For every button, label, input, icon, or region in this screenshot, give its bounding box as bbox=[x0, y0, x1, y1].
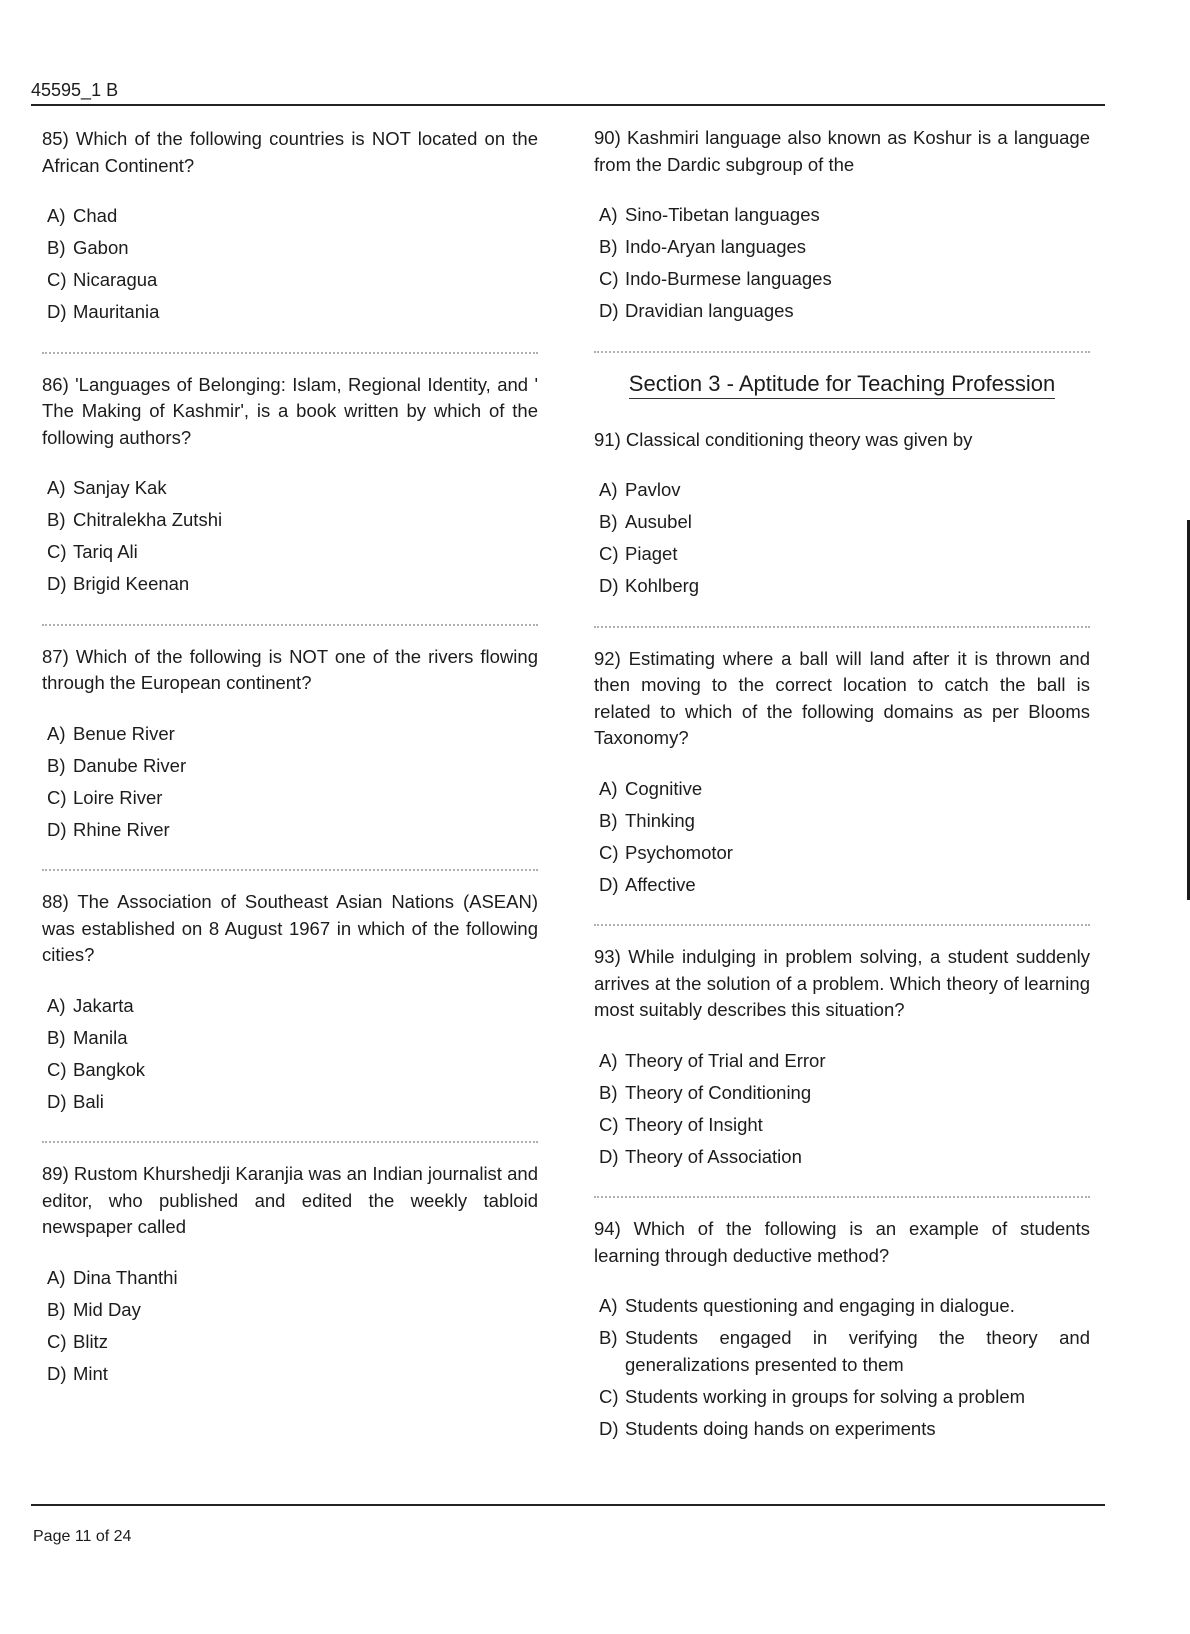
option-label: B) bbox=[599, 511, 618, 532]
question-divider bbox=[594, 924, 1090, 926]
question-divider bbox=[42, 352, 538, 354]
option-text: Rhine River bbox=[73, 818, 170, 840]
option-a bbox=[47, 1265, 538, 1292]
option-b bbox=[599, 1325, 1090, 1378]
header-rule bbox=[31, 104, 1105, 106]
option-text: Dina Thanthi bbox=[73, 1266, 178, 1288]
paper-code: 45595_1 B bbox=[31, 80, 119, 100]
question-stem: 86) 'Languages of Belonging: Islam, Regional Identity, and ' The Making of Kashmir', is a book written by which of the following authors? bbox=[42, 373, 538, 448]
option-a bbox=[599, 202, 1090, 229]
option-label: B) bbox=[47, 1298, 66, 1320]
option-c bbox=[47, 267, 538, 294]
option-text: Theory of Insight bbox=[625, 1113, 763, 1135]
option-text: Cognitive bbox=[625, 777, 703, 799]
question-divider bbox=[594, 351, 1090, 353]
option-label: C) bbox=[599, 841, 619, 863]
option-b bbox=[599, 1080, 1090, 1107]
option-b bbox=[599, 234, 1090, 261]
option-text: Chad bbox=[73, 205, 118, 226]
option-text: Affective bbox=[625, 873, 696, 895]
option-label: C) bbox=[47, 786, 67, 808]
option-label: D) bbox=[47, 1362, 67, 1384]
option-b bbox=[599, 808, 1090, 835]
option-text: Mint bbox=[73, 1362, 108, 1384]
option-text: Tariq Ali bbox=[73, 541, 138, 562]
option-c bbox=[599, 1112, 1090, 1139]
option-label: D) bbox=[599, 873, 619, 895]
option-label: A) bbox=[599, 204, 618, 225]
option-label: C) bbox=[599, 543, 619, 564]
question-stem: 94) Which of the following is an example of students learning through deductive method? bbox=[594, 1218, 1090, 1266]
option-d bbox=[599, 298, 1090, 325]
option-label: A) bbox=[599, 777, 618, 799]
option-a bbox=[47, 203, 538, 230]
page-number: Page 11 of 24 bbox=[33, 1528, 132, 1545]
option-label: C) bbox=[599, 1385, 619, 1407]
option-a bbox=[47, 993, 538, 1020]
option-label: A) bbox=[47, 994, 66, 1016]
option-label: C) bbox=[47, 269, 67, 290]
right-column bbox=[594, 125, 1090, 1448]
option-text: Manila bbox=[73, 1026, 128, 1048]
option-a bbox=[47, 721, 538, 748]
option-text: Mid Day bbox=[73, 1298, 141, 1320]
option-c bbox=[47, 539, 538, 566]
option-d bbox=[599, 872, 1090, 899]
option-c bbox=[47, 1329, 538, 1356]
option-label: B) bbox=[47, 1026, 66, 1048]
option-text: Jakarta bbox=[73, 994, 134, 1016]
option-label: D) bbox=[47, 573, 67, 594]
option-label: B) bbox=[47, 509, 66, 530]
option-label: D) bbox=[599, 1417, 619, 1439]
option-label: C) bbox=[599, 1113, 619, 1135]
option-text: Kohlberg bbox=[625, 575, 700, 596]
option-a bbox=[599, 1293, 1090, 1320]
option-label: B) bbox=[47, 237, 66, 258]
option-label: B) bbox=[599, 1081, 618, 1103]
question-85 bbox=[42, 126, 538, 326]
question-87 bbox=[42, 644, 538, 844]
option-text: Indo-Burmese languages bbox=[625, 268, 832, 289]
option-label: A) bbox=[47, 477, 66, 498]
question-89 bbox=[42, 1161, 538, 1387]
question-stem: 92) Estimating where a ball will land after it is thrown and then moving to the correct location to catch the ball is related to which of the following domains as per Blooms Taxonomy? bbox=[594, 647, 1090, 748]
option-text: Theory of Trial and Error bbox=[625, 1049, 826, 1071]
option-text: Bangkok bbox=[73, 1058, 145, 1080]
option-text: Theory of Conditioning bbox=[625, 1081, 812, 1103]
question-stem: 89) Rustom Khurshedji Karanjia was an Indian journalist and editor, who published and edited the weekly tabloid newspaper called bbox=[42, 1163, 538, 1237]
option-text: Benue River bbox=[73, 722, 175, 744]
option-c bbox=[599, 1384, 1090, 1411]
option-text: Danube River bbox=[73, 754, 187, 776]
question-stem: 90) Kashmiri language also known as Koshur is a language from the Dardic subgroup of the bbox=[594, 127, 1090, 175]
question-stem: 88) The Association of Southeast Asian Nations (ASEAN) was established on 8 August 1967 in which of the following cities? bbox=[42, 891, 538, 965]
option-text: Indo-Aryan languages bbox=[625, 236, 807, 257]
question-divider bbox=[594, 1196, 1090, 1198]
option-a bbox=[47, 475, 538, 502]
question-86 bbox=[42, 372, 538, 598]
option-label: B) bbox=[599, 236, 618, 257]
option-d bbox=[599, 573, 1090, 600]
option-d bbox=[47, 817, 538, 844]
option-text: Dravidian languages bbox=[625, 300, 794, 321]
question-divider bbox=[42, 624, 538, 626]
option-d bbox=[47, 299, 538, 326]
option-label: C) bbox=[47, 541, 67, 562]
option-text: Sino-Tibetan languages bbox=[625, 204, 820, 225]
question-stem: 87) Which of the following is NOT one of the rivers flowing through the European continent? bbox=[42, 645, 538, 693]
option-d bbox=[599, 1144, 1090, 1171]
option-b bbox=[47, 753, 538, 780]
option-d bbox=[47, 1089, 538, 1116]
option-label: A) bbox=[599, 1295, 618, 1316]
option-text: Psychomotor bbox=[625, 841, 733, 863]
option-b bbox=[47, 507, 538, 534]
option-label: D) bbox=[599, 1145, 619, 1167]
option-b bbox=[47, 1297, 538, 1324]
option-label: D) bbox=[47, 1090, 67, 1112]
question-stem: 85) Which of the following countries is NOT located on the African Continent? bbox=[42, 128, 538, 176]
option-d bbox=[47, 1361, 538, 1388]
option-text: Students doing hands on experiments bbox=[625, 1417, 936, 1439]
question-stem: 93) While indulging in problem solving, a student suddenly arrives at the solution of a problem. Which theory of learning most suitably describes this situation? bbox=[594, 946, 1090, 1020]
option-c bbox=[599, 266, 1090, 293]
option-text: Gabon bbox=[73, 237, 129, 258]
option-label: D) bbox=[47, 818, 67, 840]
question-90 bbox=[594, 125, 1090, 325]
option-a bbox=[599, 776, 1090, 803]
option-a bbox=[599, 1048, 1090, 1075]
question-92 bbox=[594, 646, 1090, 899]
option-label: C) bbox=[599, 268, 619, 289]
option-label: B) bbox=[47, 754, 66, 776]
option-text: Theory of Association bbox=[625, 1145, 802, 1167]
option-text: Blitz bbox=[73, 1330, 108, 1352]
option-text: Thinking bbox=[625, 809, 695, 831]
option-label: A) bbox=[599, 479, 618, 500]
question-divider bbox=[594, 626, 1090, 628]
option-label: A) bbox=[47, 205, 66, 226]
option-text: Students engaged in verifying the theory and generalizations presented to them bbox=[625, 1327, 1090, 1375]
option-label: B) bbox=[599, 1327, 618, 1348]
option-text: Chitralekha Zutshi bbox=[73, 509, 223, 530]
option-label: C) bbox=[47, 1058, 67, 1080]
option-label: B) bbox=[599, 809, 618, 831]
footer-rule bbox=[31, 1504, 1105, 1506]
option-text: Sanjay Kak bbox=[73, 477, 167, 498]
option-label: D) bbox=[47, 301, 67, 322]
option-label: C) bbox=[47, 1330, 67, 1352]
option-d bbox=[599, 1416, 1090, 1443]
question-91 bbox=[594, 427, 1090, 600]
option-text: Piaget bbox=[625, 543, 678, 564]
option-text: Brigid Keenan bbox=[73, 573, 190, 594]
question-88 bbox=[42, 889, 538, 1115]
option-label: A) bbox=[47, 722, 66, 744]
option-text: Students working in groups for solving a problem bbox=[625, 1385, 1026, 1407]
option-c bbox=[599, 840, 1090, 867]
section-title bbox=[594, 371, 1090, 397]
option-label: A) bbox=[47, 1266, 66, 1288]
option-c bbox=[47, 1057, 538, 1084]
option-label: D) bbox=[599, 575, 619, 596]
question-stem: 91) Classical conditioning theory was given by bbox=[594, 428, 973, 450]
option-c bbox=[47, 785, 538, 812]
option-text: Students questioning and engaging in dialogue. bbox=[625, 1295, 1015, 1316]
option-text: Pavlov bbox=[625, 479, 681, 500]
question-divider bbox=[42, 1141, 538, 1143]
option-b bbox=[599, 509, 1090, 536]
left-column bbox=[42, 126, 538, 1393]
option-b bbox=[47, 235, 538, 262]
option-text: Ausubel bbox=[625, 511, 692, 532]
section-title-text: Section 3 - Aptitude for Teaching Profession bbox=[629, 371, 1055, 399]
option-b bbox=[47, 1025, 538, 1052]
option-text: Loire River bbox=[73, 786, 163, 808]
option-a bbox=[599, 477, 1090, 504]
question-94 bbox=[594, 1216, 1090, 1442]
question-divider bbox=[42, 869, 538, 871]
option-text: Mauritania bbox=[73, 301, 160, 322]
option-c bbox=[599, 541, 1090, 568]
option-text: Bali bbox=[73, 1090, 104, 1112]
question-93 bbox=[594, 944, 1090, 1170]
option-d bbox=[47, 571, 538, 598]
option-label: A) bbox=[599, 1049, 618, 1071]
option-label: D) bbox=[599, 300, 619, 321]
option-text: Nicaragua bbox=[73, 269, 158, 290]
